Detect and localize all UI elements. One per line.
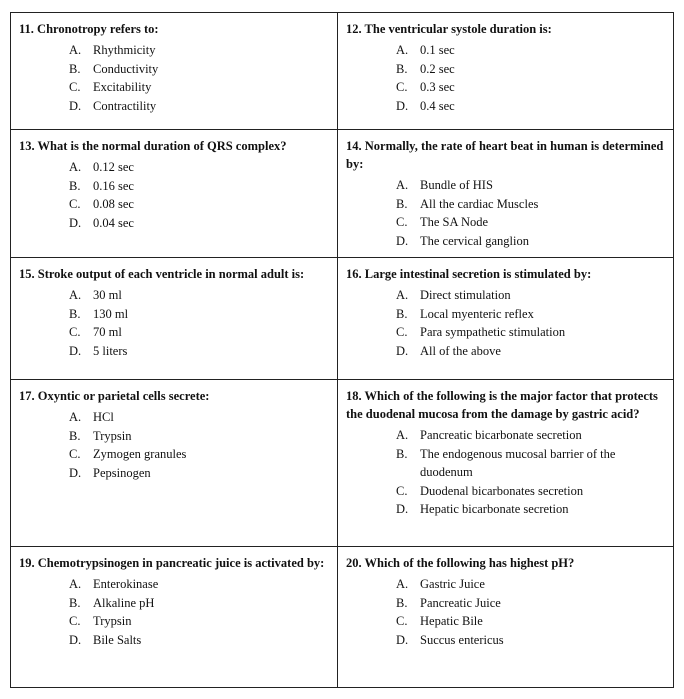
- option-text: 0.12 sec: [93, 160, 134, 174]
- option-a: [69, 286, 331, 305]
- option-text: 0.16 sec: [93, 178, 134, 193]
- option-letter: A.: [69, 410, 82, 424]
- option-letter: A.: [69, 160, 82, 174]
- option-b: [396, 594, 667, 613]
- option-letter: B.: [396, 306, 408, 321]
- option-text: 0.4 sec: [420, 98, 455, 113]
- option-b: [69, 177, 331, 196]
- option-d: [396, 500, 667, 519]
- option-d: [69, 342, 331, 361]
- option-letter: D.: [396, 502, 409, 516]
- option-letter: B.: [69, 595, 81, 610]
- question-20: [338, 547, 673, 687]
- option-d: [396, 342, 667, 361]
- option-letter: A.: [69, 288, 82, 302]
- option-list: [396, 575, 667, 649]
- question-stem: 13. What is the normal duration of QRS complex?: [19, 139, 287, 153]
- option-text: The cervical ganglion: [420, 233, 529, 248]
- option-a: [396, 575, 667, 594]
- question-stem: 16. Large intestinal secretion is stimulated by:: [346, 267, 592, 281]
- option-text: The endogenous mucosal barrier of the duodenum: [420, 446, 616, 479]
- option-text: 0.1 sec: [420, 43, 455, 57]
- option-b: [396, 60, 667, 79]
- option-text: The SA Node: [420, 215, 489, 229]
- option-text: Excitability: [93, 80, 152, 94]
- option-list: [69, 575, 331, 649]
- option-a: [69, 575, 331, 594]
- option-letter: A.: [396, 178, 409, 192]
- option-text: Bile Salts: [93, 632, 142, 647]
- question-stem: 20. Which of the following has highest pH?: [346, 556, 575, 570]
- option-letter: D.: [396, 233, 409, 248]
- option-b: [396, 195, 667, 214]
- option-letter: D.: [69, 215, 82, 230]
- option-d: [69, 214, 331, 233]
- question-stem: 17. Oxyntic or parietal cells secrete:: [19, 389, 210, 403]
- option-text: 30 ml: [93, 288, 122, 302]
- option-d: [69, 631, 331, 650]
- option-c: [396, 482, 667, 501]
- option-letter: B.: [69, 428, 81, 443]
- option-letter: D.: [69, 465, 82, 480]
- option-letter: C.: [69, 447, 81, 461]
- option-text: All of the above: [420, 343, 501, 358]
- option-c: [69, 612, 331, 631]
- option-c: [396, 213, 667, 232]
- option-c: [396, 612, 667, 631]
- option-text: 70 ml: [93, 325, 122, 339]
- option-text: Direct stimulation: [420, 288, 511, 302]
- question-18: [338, 380, 673, 547]
- option-a: [396, 426, 667, 445]
- question-17: [11, 380, 338, 547]
- option-text: Zymogen granules: [93, 447, 187, 461]
- option-b: [69, 427, 331, 446]
- option-a: [69, 408, 331, 427]
- option-a: [396, 176, 667, 195]
- option-list: [69, 408, 331, 482]
- question-16: [338, 258, 673, 380]
- option-c: [69, 323, 331, 342]
- option-text: Hepatic Bile: [420, 614, 483, 628]
- option-list: [69, 41, 331, 115]
- option-d: [69, 464, 331, 483]
- option-d: [396, 631, 667, 650]
- option-text: Para sympathetic stimulation: [420, 325, 566, 339]
- option-c: [69, 78, 331, 97]
- option-text: Alkaline pH: [93, 595, 155, 610]
- question-stem: 18. Which of the following is the major factor that protects the duodenal mucosa from the damage by gastric acid?: [346, 389, 658, 421]
- option-list: [69, 158, 331, 232]
- question-stem: 11. Chronotropy refers to:: [19, 22, 159, 36]
- option-letter: C.: [396, 483, 408, 498]
- option-text: Contractility: [93, 98, 157, 113]
- option-letter: D.: [69, 343, 82, 358]
- option-list: [396, 426, 667, 519]
- option-letter: D.: [69, 98, 82, 113]
- option-b: [69, 60, 331, 79]
- option-b: [396, 445, 667, 482]
- question-stem: 19. Chemotrypsinogen in pancreatic juice is activated by:: [19, 556, 325, 570]
- option-letter: D.: [69, 632, 82, 647]
- option-c: [396, 78, 667, 97]
- option-letter: A.: [69, 43, 82, 57]
- option-letter: D.: [396, 343, 409, 358]
- option-text: 130 ml: [93, 306, 129, 321]
- option-letter: B.: [396, 595, 408, 610]
- option-list: [69, 286, 331, 360]
- option-c: [69, 445, 331, 464]
- option-letter: C.: [69, 80, 81, 94]
- question-14: [338, 130, 673, 258]
- option-d: [69, 97, 331, 116]
- option-text: Hepatic bicarbonate secretion: [420, 502, 569, 516]
- option-list: [396, 41, 667, 115]
- option-b: [69, 594, 331, 613]
- option-letter: C.: [396, 215, 408, 229]
- option-letter: A.: [396, 43, 409, 57]
- option-b: [69, 305, 331, 324]
- option-text: Pancreatic Juice: [420, 595, 501, 610]
- option-letter: A.: [69, 577, 82, 591]
- option-list: [396, 176, 667, 250]
- option-d: [396, 232, 667, 251]
- option-letter: C.: [69, 614, 81, 628]
- question-12: [338, 13, 673, 130]
- option-d: [396, 97, 667, 116]
- option-text: Enterokinase: [93, 577, 159, 591]
- option-text: 0.04 sec: [93, 215, 134, 230]
- option-letter: B.: [69, 178, 81, 193]
- question-stem: 12. The ventricular systole duration is:: [346, 22, 552, 36]
- option-text: Succus entericus: [420, 632, 504, 647]
- option-letter: A.: [396, 428, 409, 442]
- option-letter: B.: [396, 196, 408, 211]
- option-text: All the cardiac Muscles: [420, 196, 539, 211]
- option-letter: A.: [396, 288, 409, 302]
- option-letter: D.: [396, 632, 409, 647]
- option-letter: C.: [396, 80, 408, 94]
- option-text: HCl: [93, 410, 114, 424]
- option-letter: C.: [69, 325, 81, 339]
- option-text: 0.2 sec: [420, 61, 455, 76]
- option-letter: D.: [396, 98, 409, 113]
- option-b: [396, 305, 667, 324]
- option-text: Bundle of HIS: [420, 178, 493, 192]
- option-letter: B.: [396, 446, 408, 461]
- option-text: Pepsinogen: [93, 465, 151, 480]
- question-13: [11, 130, 338, 258]
- option-letter: C.: [396, 325, 408, 339]
- option-text: Rhythmicity: [93, 43, 156, 57]
- option-text: Pancreatic bicarbonate secretion: [420, 428, 582, 442]
- option-letter: B.: [69, 61, 81, 76]
- option-a: [396, 286, 667, 305]
- option-a: [396, 41, 667, 60]
- option-text: 0.3 sec: [420, 80, 455, 94]
- question-15: [11, 258, 338, 380]
- option-letter: C.: [396, 614, 408, 628]
- option-list: [396, 286, 667, 360]
- option-a: [69, 41, 331, 60]
- question-11: [11, 13, 338, 130]
- option-a: [69, 158, 331, 177]
- question-19: [11, 547, 338, 687]
- option-text: Gastric Juice: [420, 577, 485, 591]
- question-grid: [10, 12, 674, 688]
- option-text: 0.08 sec: [93, 197, 134, 211]
- option-text: Trypsin: [93, 614, 132, 628]
- option-text: Trypsin: [93, 428, 132, 443]
- option-text: Conductivity: [93, 61, 159, 76]
- option-letter: B.: [396, 61, 408, 76]
- option-letter: B.: [69, 306, 81, 321]
- option-c: [396, 323, 667, 342]
- option-text: Local myenteric reflex: [420, 306, 534, 321]
- option-letter: C.: [69, 197, 81, 211]
- option-c: [69, 195, 331, 214]
- option-text: Duodenal bicarbonates secretion: [420, 483, 584, 498]
- option-text: 5 liters: [93, 343, 128, 358]
- question-stem: 14. Normally, the rate of heart beat in human is determined by:: [346, 139, 664, 171]
- option-letter: A.: [396, 577, 409, 591]
- question-stem: 15. Stroke output of each ventricle in normal adult is:: [19, 267, 305, 281]
